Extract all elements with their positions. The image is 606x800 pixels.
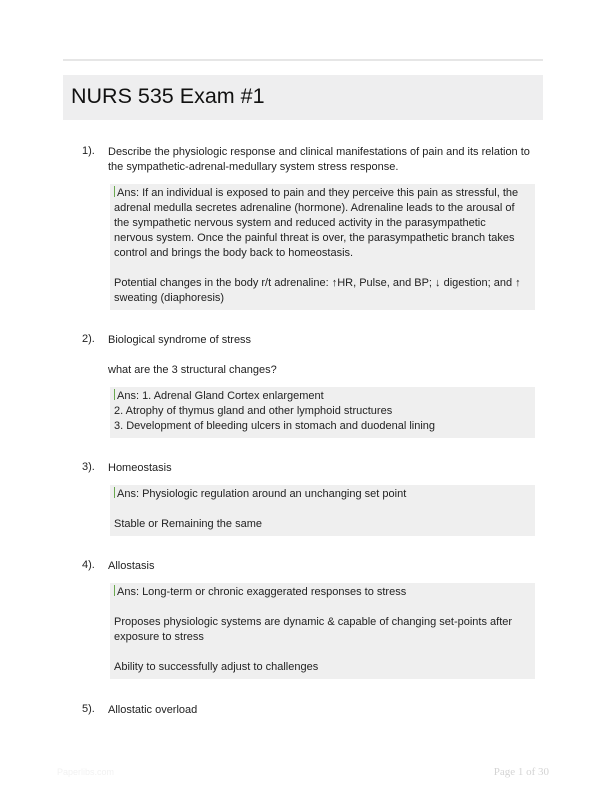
question-text: Allostasis bbox=[108, 560, 155, 572]
footer-watermark: Paperlibs.com bbox=[57, 767, 115, 777]
answer-marker bbox=[114, 389, 115, 400]
answer-marker bbox=[114, 186, 115, 197]
answer-paragraph: Proposes physiologic systems are dynamic & capable of changing set-points after exposure to stress bbox=[114, 616, 513, 643]
answer-line: 2. Atrophy of thymus gland and other lymphoid structures bbox=[114, 405, 393, 417]
question-number: 2). bbox=[82, 333, 95, 345]
answer-paragraph: Ans: If an individual is exposed to pain and they perceive this pain as stressful, the adrenal medulla secretes adrenaline (hormone). Adrenaline leads to the arousal of the sympathetic nervous system and reduced activity in the parasympathetic nervous system. Once the painful threat is over, the parasympathetic branch takes control and brings the body back to homeostasis. bbox=[114, 187, 519, 259]
answer-marker bbox=[114, 585, 115, 596]
answer-paragraph: Stable or Remaining the same bbox=[114, 518, 262, 530]
answer-box-1 bbox=[110, 184, 535, 310]
answer-paragraph: Ans: Physiologic regulation around an unchanging set point bbox=[114, 487, 527, 502]
answer-box-3 bbox=[110, 485, 535, 536]
answer-box-2 bbox=[110, 387, 535, 438]
answer-line: 3. Development of bleeding ulcers in stomach and duodenal lining bbox=[114, 420, 436, 432]
answer-line: Ans: 1. Adrenal Gland Cortex enlargement bbox=[114, 389, 527, 404]
question-number: 1). bbox=[82, 145, 95, 157]
question-text: Homeostasis bbox=[108, 462, 172, 474]
question-text: Biological syndrome of stress bbox=[108, 334, 252, 346]
title-banner bbox=[63, 75, 543, 120]
answer-paragraph: Potential changes in the body r/t adrenaline: ↑HR, Pulse, and BP; ↓ digestion; and ↑ sweating (diaphoresis) bbox=[114, 277, 521, 304]
page-title: NURS 535 Exam #1 bbox=[71, 84, 265, 108]
answer-box-4 bbox=[110, 583, 535, 679]
answer-paragraph: Ans: Long-term or chronic exaggerated responses to stress bbox=[114, 585, 527, 600]
question-number: 3). bbox=[82, 461, 95, 473]
answer-marker bbox=[114, 487, 115, 498]
question-subtext: what are the 3 structural changes? bbox=[108, 364, 277, 376]
top-divider bbox=[63, 59, 543, 61]
question-number: 4). bbox=[82, 559, 95, 571]
question-number: 5). bbox=[82, 703, 95, 715]
question-text: Allostatic overload bbox=[108, 704, 198, 716]
answer-paragraph: Ability to successfully adjust to challenges bbox=[114, 661, 319, 673]
page-number: Page 1 of 30 bbox=[493, 766, 549, 778]
question-text: Describe the physiologic response and clinical manifestations of pain and its relation to the sympathetic-adrenal-medullary system stress response. bbox=[108, 146, 530, 173]
